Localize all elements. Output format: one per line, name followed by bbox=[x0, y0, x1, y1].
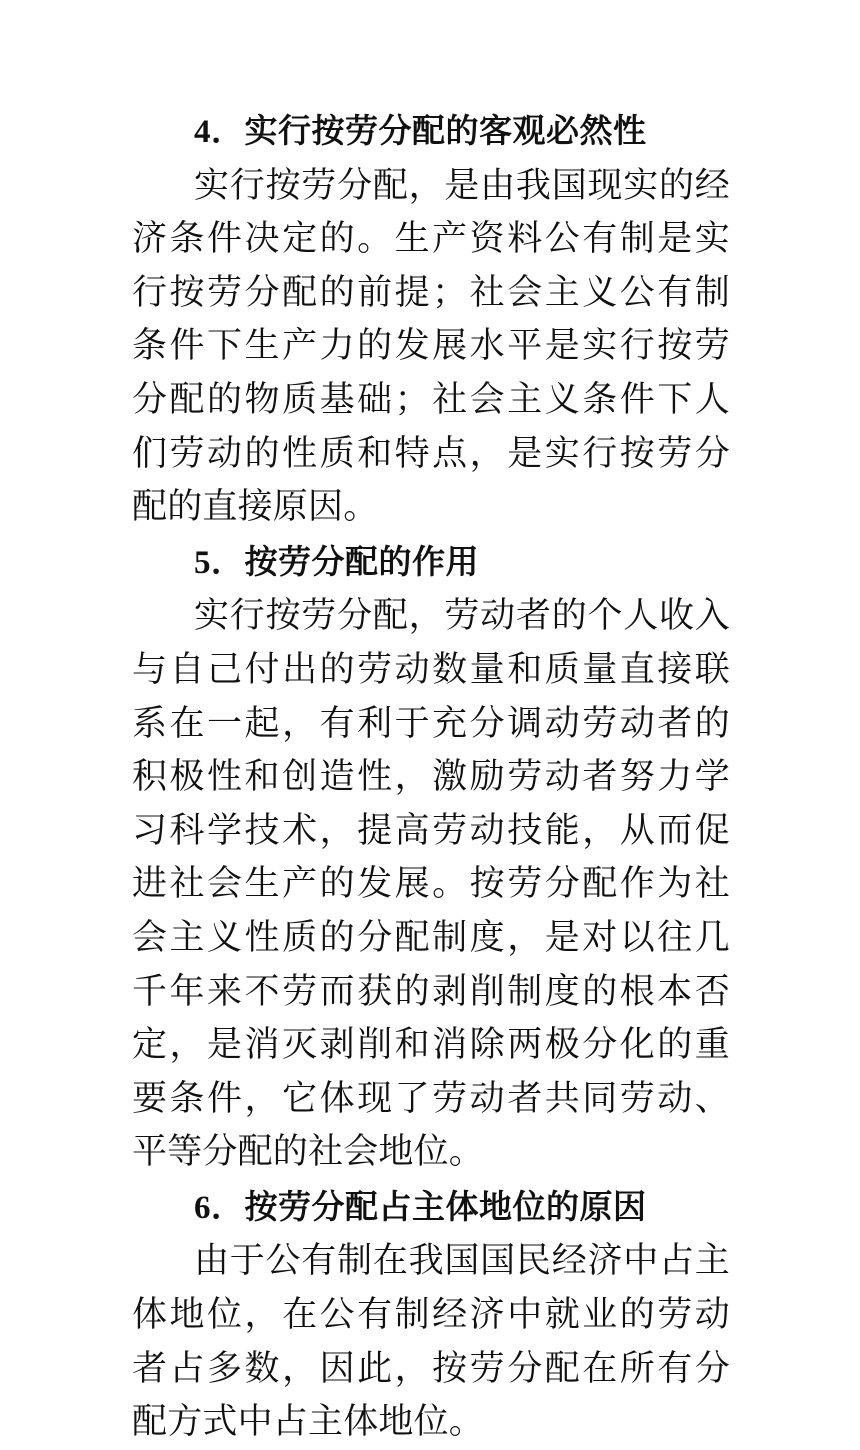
section-4-title: 实行按劳分配的客观必然性 bbox=[244, 111, 647, 150]
section-4-number: 4． bbox=[194, 114, 245, 150]
document-body bbox=[132, 104, 730, 1450]
section-6-number: 6． bbox=[194, 1189, 245, 1226]
section-6-title: 按劳分配占主体地位的原因 bbox=[244, 1186, 647, 1226]
section-5-paragraph: 实行按劳分配，劳动者的个人收入与自己付出的劳动数量和质量直接联系在一起，有利于充分调动劳动者的积极性和创造性，激励劳动者努力学习科学技术，提高劳动技能，从而促进社会生产的发展。按劳分配作为社会主义性质的分配制度，是对以往几千年来不劳而获的剥削制度的根本否定，是消灭剥削和消除两极分化的重要条件，它体现了劳动者共同劳动、平等分配的社会地位。 bbox=[132, 596, 730, 1173]
section-6-paragraph: 由于公有制在我国国民经济中占主体地位，在公有制经济中就业的劳动者占多数，因此，按劳分配在所有分配方式中占主体地位。 bbox=[132, 1241, 730, 1443]
section-5-title: 按劳分配的作用 bbox=[244, 541, 479, 581]
section-4-paragraph: 实行按劳分配，是由我国现实的经济条件决定的。生产资料公有制是实行按劳分配的前提；社会主义公有制条件下生产力的发展水平是实行按劳分配的物质基础；社会主义条件下人们劳动的性质和特点，是实行按劳分配的直接原因。 bbox=[132, 165, 730, 528]
section-5-number: 5． bbox=[194, 544, 245, 581]
section-5-heading bbox=[132, 535, 730, 591]
section-6-heading bbox=[132, 1180, 730, 1236]
section-4-heading bbox=[132, 104, 730, 160]
